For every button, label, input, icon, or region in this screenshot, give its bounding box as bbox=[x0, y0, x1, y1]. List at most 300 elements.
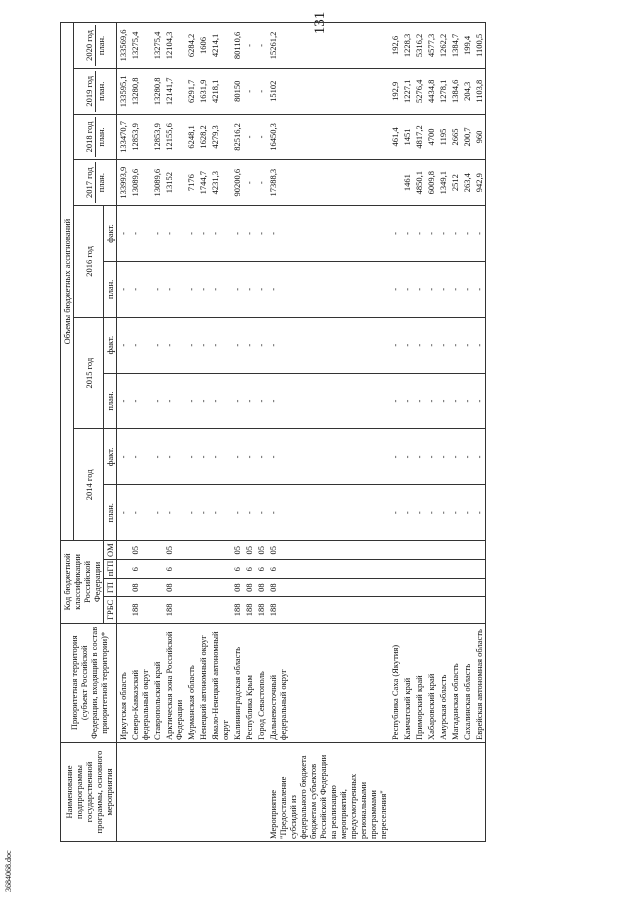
cell-v2014f: - bbox=[231, 429, 243, 485]
cell-v2016f: - bbox=[449, 206, 461, 262]
cell-territory: Амурская область bbox=[437, 623, 449, 742]
cell-gp: 08 bbox=[231, 579, 243, 597]
cell-v2018: 1195 bbox=[437, 114, 449, 160]
cell-v2017: 17388,3 bbox=[267, 160, 389, 206]
cell-territory: Иркутская область bbox=[117, 623, 130, 742]
cell-v2019: - bbox=[243, 68, 255, 114]
cell-pgp bbox=[389, 560, 401, 579]
cell-program bbox=[389, 742, 401, 841]
cell-v2019: 1278,1 bbox=[437, 68, 449, 114]
cell-v2014p: - bbox=[401, 485, 413, 541]
cell-pgp bbox=[197, 560, 209, 579]
cell-v2016p: - bbox=[449, 261, 461, 317]
cell-om bbox=[425, 541, 437, 560]
cell-v2016p: - bbox=[401, 261, 413, 317]
cell-grbs: 188 bbox=[163, 597, 185, 624]
cell-v2016p: - bbox=[473, 261, 486, 317]
cell-grbs bbox=[473, 597, 486, 624]
cell-v2018: 16450,3 bbox=[267, 114, 389, 160]
cell-v2014f: - bbox=[389, 429, 401, 485]
cell-v2016p: - bbox=[267, 261, 389, 317]
cell-v2015f: - bbox=[401, 317, 413, 373]
cell-v2017: 4231,3 bbox=[209, 160, 231, 206]
cell-v2014f: - bbox=[185, 429, 197, 485]
cell-pgp bbox=[209, 560, 231, 579]
cell-v2016p: - bbox=[209, 261, 231, 317]
cell-v2015f: - bbox=[389, 317, 401, 373]
cell-v2016p: - bbox=[185, 261, 197, 317]
cell-grbs: 188 bbox=[255, 597, 267, 624]
table-row bbox=[473, 23, 486, 842]
cell-om bbox=[401, 541, 413, 560]
cell-v2015f: - bbox=[117, 317, 130, 373]
cell-v2020: 1100,5 bbox=[473, 23, 486, 69]
cell-v2016p: - bbox=[413, 261, 425, 317]
cell-v2015p: - bbox=[267, 373, 389, 429]
cell-v2014f: - bbox=[267, 429, 389, 485]
cell-grbs bbox=[401, 597, 413, 624]
cell-program bbox=[473, 742, 486, 841]
cell-v2015f: - bbox=[449, 317, 461, 373]
cell-v2018: 6248,1 bbox=[185, 114, 197, 160]
cell-v2017: 1349,1 bbox=[437, 160, 449, 206]
cell-territory: Сахалинская область bbox=[461, 623, 473, 742]
cell-v2014p: - bbox=[129, 485, 151, 541]
cell-v2015f: - bbox=[255, 317, 267, 373]
cell-om bbox=[185, 541, 197, 560]
cell-v2014p: - bbox=[267, 485, 389, 541]
budget-allocations-table bbox=[60, 22, 486, 842]
cell-pgp bbox=[117, 560, 130, 579]
cell-v2020: 5316,2 bbox=[413, 23, 425, 69]
cell-v2015p: - bbox=[425, 373, 437, 429]
cell-v2014p: - bbox=[413, 485, 425, 541]
cell-pgp bbox=[413, 560, 425, 579]
cell-v2017: 13152 bbox=[163, 160, 185, 206]
table-row bbox=[129, 23, 151, 842]
cell-v2014p: - bbox=[255, 485, 267, 541]
cell-gp bbox=[209, 579, 231, 597]
cell-v2018: 12155,6 bbox=[163, 114, 185, 160]
header-year-2019-label: 2019 год bbox=[84, 75, 94, 107]
cell-v2019: 1227,1 bbox=[401, 68, 413, 114]
cell-v2019: 192,9 bbox=[389, 68, 401, 114]
header-pgp: пГП bbox=[104, 560, 117, 579]
header-year-2020 bbox=[74, 23, 117, 69]
cell-v2014p: - bbox=[151, 485, 163, 541]
cell-v2018: 1628,2 bbox=[197, 114, 209, 160]
cell-territory: Камчатский край bbox=[401, 623, 413, 742]
cell-v2017: 90200,6 bbox=[231, 160, 243, 206]
cell-v2017: 7176 bbox=[185, 160, 197, 206]
cell-v2020: 6284,2 bbox=[185, 23, 197, 69]
cell-territory: Ямало-Ненецкий автономный округ bbox=[209, 623, 231, 742]
table-row bbox=[197, 23, 209, 842]
table-row bbox=[255, 23, 267, 842]
cell-v2015f: - bbox=[185, 317, 197, 373]
cell-v2019: 204,3 bbox=[461, 68, 473, 114]
cell-v2014f: - bbox=[163, 429, 185, 485]
cell-om bbox=[413, 541, 425, 560]
cell-v2015p: - bbox=[197, 373, 209, 429]
cell-om: 05 bbox=[163, 541, 185, 560]
header-2019-plan: план. bbox=[95, 71, 106, 112]
cell-v2015p: - bbox=[209, 373, 231, 429]
cell-v2018: 12853,9 bbox=[151, 114, 163, 160]
cell-v2016f: - bbox=[473, 206, 486, 262]
cell-territory: Магаданская область bbox=[449, 623, 461, 742]
cell-v2016p: - bbox=[231, 261, 243, 317]
cell-v2017: - bbox=[243, 160, 255, 206]
cell-v2018: - bbox=[255, 114, 267, 160]
cell-grbs bbox=[117, 597, 130, 624]
cell-v2016p: - bbox=[117, 261, 130, 317]
cell-v2016f: - bbox=[461, 206, 473, 262]
cell-v2019: 4218,1 bbox=[209, 68, 231, 114]
cell-v2019: 80150 bbox=[231, 68, 243, 114]
cell-grbs bbox=[437, 597, 449, 624]
header-2014-fact: факт. bbox=[104, 429, 117, 485]
cell-v2020: 192,6 bbox=[389, 23, 401, 69]
cell-program bbox=[197, 742, 209, 841]
cell-gp bbox=[449, 579, 461, 597]
cell-territory: Хабаровский край bbox=[425, 623, 437, 742]
cell-v2016f: - bbox=[129, 206, 151, 262]
table-row bbox=[461, 23, 473, 842]
table-row bbox=[151, 23, 163, 842]
cell-v2014f: - bbox=[129, 429, 151, 485]
cell-v2018: 200,7 bbox=[461, 114, 473, 160]
cell-v2020: 1384,7 bbox=[449, 23, 461, 69]
cell-territory: Еврейская автономная область bbox=[473, 623, 486, 742]
cell-v2014f: - bbox=[425, 429, 437, 485]
cell-grbs bbox=[461, 597, 473, 624]
cell-v2017: - bbox=[255, 160, 267, 206]
cell-v2016p: - bbox=[151, 261, 163, 317]
cell-v2014p: - bbox=[117, 485, 130, 541]
cell-pgp bbox=[401, 560, 413, 579]
cell-v2016f: - bbox=[413, 206, 425, 262]
cell-v2014f: - bbox=[151, 429, 163, 485]
cell-v2015f: - bbox=[129, 317, 151, 373]
cell-program bbox=[129, 742, 151, 841]
cell-v2018: 12853,9 bbox=[129, 114, 151, 160]
cell-v2015f: - bbox=[231, 317, 243, 373]
header-2020-plan: план. bbox=[95, 25, 106, 66]
cell-v2020: 133569,6 bbox=[117, 23, 130, 69]
cell-v2020: 199,4 bbox=[461, 23, 473, 69]
cell-v2015p: - bbox=[413, 373, 425, 429]
cell-v2017 bbox=[389, 160, 401, 206]
cell-v2014p: - bbox=[231, 485, 243, 541]
cell-v2017: 133993,9 bbox=[117, 160, 130, 206]
cell-v2015f: - bbox=[197, 317, 209, 373]
cell-gp bbox=[151, 579, 163, 597]
cell-v2014f: - bbox=[209, 429, 231, 485]
header-year-2020-label: 2020 год bbox=[84, 30, 94, 61]
cell-om bbox=[449, 541, 461, 560]
cell-program bbox=[243, 742, 255, 841]
cell-program bbox=[437, 742, 449, 841]
header-2015-fact: факт. bbox=[104, 317, 117, 373]
header-program: Наименование подпрограммы государственной программы, основного мероприятия bbox=[61, 742, 117, 841]
cell-gp bbox=[389, 579, 401, 597]
cell-grbs bbox=[151, 597, 163, 624]
cell-v2018: 2665 bbox=[449, 114, 461, 160]
cell-v2016f: - bbox=[267, 206, 389, 262]
cell-v2015p: - bbox=[437, 373, 449, 429]
cell-territory: Дальневосточный федеральный округ bbox=[267, 623, 389, 742]
cell-om bbox=[473, 541, 486, 560]
cell-grbs: 188 bbox=[267, 597, 389, 624]
cell-v2017: 6009,8 bbox=[425, 160, 437, 206]
cell-v2017: 263,4 bbox=[461, 160, 473, 206]
cell-v2015f: - bbox=[425, 317, 437, 373]
cell-grbs bbox=[413, 597, 425, 624]
cell-v2016f: - bbox=[209, 206, 231, 262]
cell-v2019: 12141,7 bbox=[163, 68, 185, 114]
table-row bbox=[413, 23, 425, 842]
header-year-2017-label: 2017 год bbox=[84, 167, 94, 199]
cell-grbs bbox=[209, 597, 231, 624]
cell-v2015f: - bbox=[473, 317, 486, 373]
cell-program bbox=[461, 742, 473, 841]
cell-territory: Мурманская область bbox=[185, 623, 197, 742]
cell-v2015p: - bbox=[255, 373, 267, 429]
header-year-2019 bbox=[74, 68, 117, 114]
cell-gp bbox=[437, 579, 449, 597]
cell-v2019: 133595,1 bbox=[117, 68, 130, 114]
cell-v2014f: - bbox=[413, 429, 425, 485]
cell-v2017: 942,9 bbox=[473, 160, 486, 206]
cell-v2015p: - bbox=[389, 373, 401, 429]
cell-gp: 08 bbox=[243, 579, 255, 597]
table-row bbox=[425, 23, 437, 842]
cell-v2015p: - bbox=[117, 373, 130, 429]
cell-v2016f: - bbox=[185, 206, 197, 262]
table-row bbox=[267, 23, 389, 842]
cell-v2016f: - bbox=[437, 206, 449, 262]
cell-program bbox=[413, 742, 425, 841]
header-year-2018 bbox=[74, 114, 117, 160]
cell-program: Мероприятие "Предоставление субсидий из федерального бюджета бюджетам субъектов Российской Федерации на реализацию мероприятий, предусмотренных региональными программами переселения" bbox=[267, 742, 389, 841]
header-2015-plan: план. bbox=[104, 373, 117, 429]
cell-v2015p: - bbox=[243, 373, 255, 429]
cell-v2015p: - bbox=[231, 373, 243, 429]
cell-grbs: 188 bbox=[243, 597, 255, 624]
cell-v2015f: - bbox=[151, 317, 163, 373]
table-body bbox=[117, 23, 486, 842]
cell-om: 05 bbox=[231, 541, 243, 560]
cell-v2015p: - bbox=[163, 373, 185, 429]
cell-pgp bbox=[151, 560, 163, 579]
cell-v2020: 1262,2 bbox=[437, 23, 449, 69]
cell-v2016f: - bbox=[197, 206, 209, 262]
table-row bbox=[401, 23, 413, 842]
table-row bbox=[185, 23, 197, 842]
cell-gp bbox=[117, 579, 130, 597]
cell-om bbox=[151, 541, 163, 560]
cell-v2018: 4700 bbox=[425, 114, 437, 160]
cell-v2020: 4214,1 bbox=[209, 23, 231, 69]
cell-v2020: 12104,3 bbox=[163, 23, 185, 69]
cell-v2020: 80110,6 bbox=[231, 23, 243, 69]
cell-v2014f: - bbox=[461, 429, 473, 485]
table-row bbox=[437, 23, 449, 842]
cell-pgp bbox=[461, 560, 473, 579]
cell-territory: Арктическая зона Российской Федерации bbox=[163, 623, 185, 742]
cell-grbs: 188 bbox=[231, 597, 243, 624]
header-year-2016: 2016 год bbox=[74, 206, 104, 318]
cell-program bbox=[209, 742, 231, 841]
cell-v2019: 1384,6 bbox=[449, 68, 461, 114]
header-territory: Приоритетная территория (субъект Российской Федерации, входящий в состав приоритетной территории)* bbox=[61, 623, 117, 742]
table-row bbox=[209, 23, 231, 842]
cell-v2019: 4434,8 bbox=[425, 68, 437, 114]
cell-territory: Калининградская область bbox=[231, 623, 243, 742]
header-gp: ГП bbox=[104, 579, 117, 597]
rotated-table-container bbox=[60, 22, 625, 842]
cell-v2017: 4850,1 bbox=[413, 160, 425, 206]
cell-v2016p: - bbox=[243, 261, 255, 317]
table-row bbox=[449, 23, 461, 842]
header-2016-fact: факт. bbox=[104, 206, 117, 262]
cell-v2014f: - bbox=[197, 429, 209, 485]
cell-v2014f: - bbox=[401, 429, 413, 485]
cell-v2016p: - bbox=[437, 261, 449, 317]
cell-v2020: 4577,3 bbox=[425, 23, 437, 69]
header-om: ОМ bbox=[104, 541, 117, 560]
cell-v2018: 960 bbox=[473, 114, 486, 160]
cell-v2015p: - bbox=[473, 373, 486, 429]
cell-pgp: 6 bbox=[267, 560, 389, 579]
cell-pgp bbox=[425, 560, 437, 579]
cell-v2014f: - bbox=[449, 429, 461, 485]
cell-om bbox=[209, 541, 231, 560]
cell-v2016f: - bbox=[255, 206, 267, 262]
cell-v2018: 4279,3 bbox=[209, 114, 231, 160]
cell-v2016f: - bbox=[243, 206, 255, 262]
cell-v2017: 13089,6 bbox=[151, 160, 163, 206]
cell-pgp bbox=[437, 560, 449, 579]
cell-v2016p: - bbox=[255, 261, 267, 317]
cell-v2016p: - bbox=[425, 261, 437, 317]
cell-v2019: 1103,8 bbox=[473, 68, 486, 114]
cell-v2018: 461,4 bbox=[389, 114, 401, 160]
cell-v2016p: - bbox=[129, 261, 151, 317]
cell-gp bbox=[185, 579, 197, 597]
cell-territory: Город Севастополь bbox=[255, 623, 267, 742]
header-year-2014: 2014 год bbox=[74, 429, 104, 541]
cell-program bbox=[117, 742, 130, 841]
cell-om bbox=[117, 541, 130, 560]
cell-v2016f: - bbox=[425, 206, 437, 262]
cell-v2014p: - bbox=[449, 485, 461, 541]
cell-v2020: - bbox=[243, 23, 255, 69]
cell-v2015p: - bbox=[151, 373, 163, 429]
cell-v2015p: - bbox=[449, 373, 461, 429]
cell-grbs bbox=[185, 597, 197, 624]
cell-v2020: 1228,3 bbox=[401, 23, 413, 69]
cell-v2015p: - bbox=[461, 373, 473, 429]
cell-v2020: 1606 bbox=[197, 23, 209, 69]
cell-gp bbox=[401, 579, 413, 597]
cell-v2015f: - bbox=[461, 317, 473, 373]
cell-grbs: 188 bbox=[129, 597, 151, 624]
cell-territory: Ненецкий автономный округ bbox=[197, 623, 209, 742]
cell-v2014p: - bbox=[425, 485, 437, 541]
cell-v2019: - bbox=[255, 68, 267, 114]
cell-pgp: 6 bbox=[129, 560, 151, 579]
header-year-2015: 2015 год bbox=[74, 317, 104, 429]
table-row bbox=[243, 23, 255, 842]
cell-v2020: 13275,4 bbox=[129, 23, 151, 69]
cell-v2014p: - bbox=[197, 485, 209, 541]
cell-v2016f: - bbox=[151, 206, 163, 262]
cell-v2020: 15261,2 bbox=[267, 23, 389, 69]
header-2018-plan: план. bbox=[95, 117, 106, 158]
table-row bbox=[389, 23, 401, 842]
cell-om: 05 bbox=[243, 541, 255, 560]
cell-v2017: 13089,6 bbox=[129, 160, 151, 206]
cell-v2015f: - bbox=[437, 317, 449, 373]
cell-v2018: 133470,7 bbox=[117, 114, 130, 160]
cell-v2018: 4817,2 bbox=[413, 114, 425, 160]
cell-om bbox=[197, 541, 209, 560]
cell-v2016f: - bbox=[389, 206, 401, 262]
cell-v2015p: - bbox=[401, 373, 413, 429]
cell-v2014f: - bbox=[117, 429, 130, 485]
cell-gp: 08 bbox=[129, 579, 151, 597]
cell-v2017: 1461 bbox=[401, 160, 413, 206]
cell-program bbox=[231, 742, 243, 841]
cell-v2014p: - bbox=[473, 485, 486, 541]
cell-om: 05 bbox=[129, 541, 151, 560]
header-2017-plan: план. bbox=[95, 162, 106, 203]
cell-grbs bbox=[425, 597, 437, 624]
cell-v2015p: - bbox=[185, 373, 197, 429]
cell-program bbox=[163, 742, 185, 841]
cell-v2016f: - bbox=[231, 206, 243, 262]
cell-v2014p: - bbox=[461, 485, 473, 541]
cell-v2019: 13280,8 bbox=[129, 68, 151, 114]
header-volumes: Объемы бюджетных ассигнований bbox=[61, 23, 74, 541]
cell-territory: Приморский край bbox=[413, 623, 425, 742]
cell-v2020: 13275,4 bbox=[151, 23, 163, 69]
table-row bbox=[231, 23, 243, 842]
cell-pgp: 6 bbox=[231, 560, 243, 579]
cell-v2019: 13280,8 bbox=[151, 68, 163, 114]
header-2014-plan: план. bbox=[104, 485, 117, 541]
cell-v2019: 15102 bbox=[267, 68, 389, 114]
cell-v2014p: - bbox=[209, 485, 231, 541]
header-budget-code: Код бюджетной классификации Российской Федерации bbox=[61, 541, 104, 623]
cell-gp: 08 bbox=[163, 579, 185, 597]
cell-pgp bbox=[185, 560, 197, 579]
cell-program bbox=[425, 742, 437, 841]
table-row bbox=[163, 23, 185, 842]
cell-gp bbox=[473, 579, 486, 597]
cell-v2018: 1451 bbox=[401, 114, 413, 160]
header-2016-plan: план. bbox=[104, 261, 117, 317]
header-year-2018-label: 2018 год bbox=[84, 121, 94, 153]
cell-v2017: 1744,7 bbox=[197, 160, 209, 206]
header-grbs: ГРБС bbox=[104, 597, 117, 624]
cell-v2015f: - bbox=[209, 317, 231, 373]
cell-gp bbox=[461, 579, 473, 597]
cell-v2014f: - bbox=[437, 429, 449, 485]
cell-grbs bbox=[449, 597, 461, 624]
